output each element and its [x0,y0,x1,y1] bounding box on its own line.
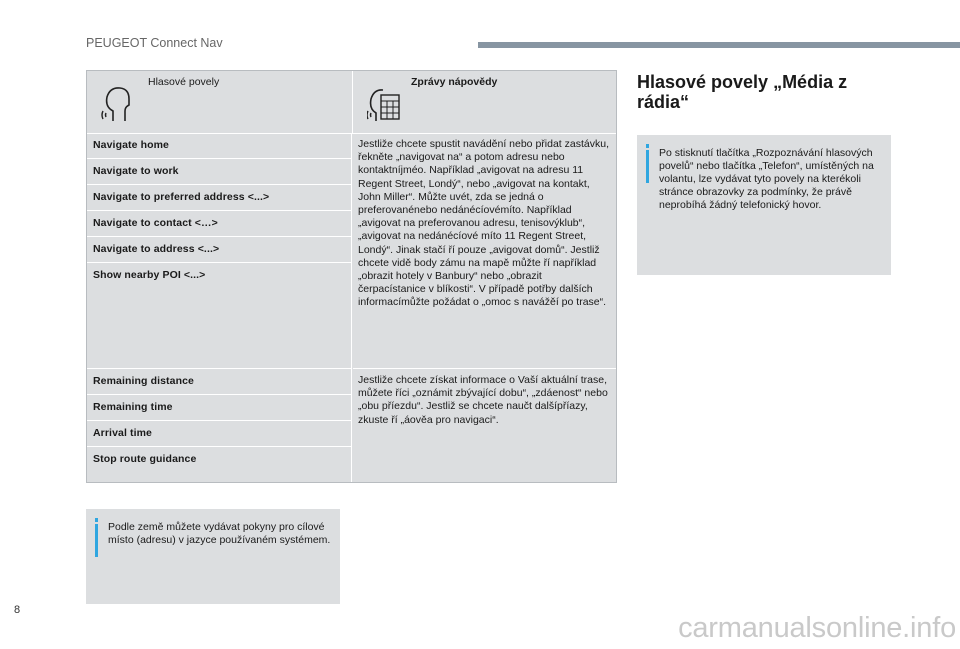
command-text: Navigate to contact <…> [93,217,218,229]
page-number: 8 [14,604,21,616]
table-header-row [87,71,616,134]
description-text: Jestliže chcete získat informace o Vaší aktuální trase, můžete říci „oznámit zbývající dobu“, „zdáenost“ nebo „obu příezdu“. Jestliž se chcete naučt dalšípříazy, zkuste ří „áověa pro navigaci“. [358,374,608,426]
command-text: Show nearby POI <...> [93,269,206,281]
watermark: carmanualsonline.info [678,612,956,644]
command-text: Navigate to address <...> [93,243,220,255]
info-note-right [637,135,891,275]
table-row [87,395,352,421]
header-title: PEUGEOT Connect Nav [86,36,223,50]
command-text: Navigate home [93,139,169,151]
table-row [87,133,352,159]
table-row [87,421,352,447]
command-text: Navigate to preferred address <...> [93,191,270,203]
header-cell-help [353,71,616,133]
info-icon-bar [646,150,649,183]
table-row [87,369,352,395]
table-row [87,263,352,369]
description-text: Jestliže chcete spustit navádění nebo přidat zastávku, řekněte „navigovat na“ a potom adresu nebo kontaktníjméo. Například „avigovat na adresu 11 Regent Street, Londý“, nebo „avigovat na kontakt, John Miller“. Můžte uvét, zda se jedná o preferovanénebo nedánécíovémíto. Například „avigovat na preferovanou adresu, tenisovýklub“, „avigovat na nedánécíové míto 11 Regent Street, Londý“. Jinak stačí ří pouze „avigovat domů“. Jestliž chcete vidě body zámu na mapě můžte ří například „obrazit hotely v Banbury“ nebo „obrazit čerpacístanice v blíkosti“. V případě potřby dalších informacímůžte požádat o „omoc s navážěí po trase“. [358,138,609,309]
info-icon-dot [95,518,98,522]
header-bar [478,42,960,48]
table-row [87,211,352,237]
info-note-text: Podle země můžete vydávat pokyny pro cílové místo (adresu) v jazyce používaném systémem. [108,521,331,546]
header-label-commands: Hlasové povely [148,76,220,88]
header-cell-commands [87,71,353,133]
table-row [87,185,352,211]
voice-commands-table [86,70,617,483]
table-row [87,159,352,185]
help-message-icon [367,81,401,123]
help-description-navigation [353,133,616,369]
info-icon-dot [646,144,649,148]
table-row [87,447,352,482]
command-text: Arrival time [93,427,152,439]
command-text: Remaining time [93,401,173,413]
help-description-route [353,369,616,482]
voice-command-icon [101,81,135,123]
command-text: Stop route guidance [93,453,197,465]
info-note-text: Po stisknutí tlačítka „Rozpoznávání hlasových povelů“ nebo tlačítka „Telefon“, umístěných na volantu, lze vydávat tyto povely na kterékoli stránce obrazovky za podmínky, že právě neprobíhá žádný telefonický hovor. [659,147,874,211]
info-note-left [86,509,340,604]
command-text: Navigate to work [93,165,179,177]
section-title: Hlasové povely „Média z rádia“ [637,72,848,112]
info-icon-bar [95,524,98,557]
header-label-help: Zprávy nápovědy [411,76,498,88]
command-text: Remaining distance [93,375,194,387]
table-row [87,237,352,263]
